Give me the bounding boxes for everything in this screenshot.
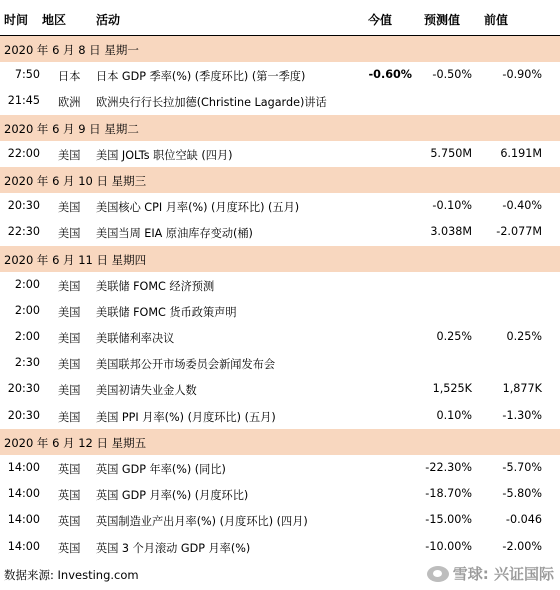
- cell-forecast: -22.30%: [425, 461, 472, 474]
- cell-region: 美国: [58, 358, 81, 372]
- cell-forecast: 5.750M: [430, 146, 472, 160]
- cell-region: 美国: [58, 305, 81, 319]
- cell-region: 美国: [58, 201, 81, 215]
- watermark: [427, 563, 554, 584]
- cell-event: 美国当周 EIA 原油库存变动(桶): [96, 227, 253, 241]
- table-row: [0, 88, 560, 114]
- table-row: [0, 193, 560, 219]
- cell-time: 14:00: [7, 487, 40, 501]
- cell-forecast: -15.00%: [425, 513, 472, 527]
- cell-event: 美国联邦公开市场委员会新闻发布会: [96, 358, 276, 372]
- cell-time: 22:30: [7, 225, 40, 239]
- cell-time: 2:30: [14, 356, 40, 370]
- date-label: 2020 年 6 月 9 日 星期二: [4, 121, 139, 136]
- cell-region: 美国: [58, 384, 81, 398]
- cell-event: 美联储 FOMC 货币政策声明: [96, 305, 237, 319]
- cell-time: 14:00: [7, 461, 40, 474]
- header-time: 时间: [4, 13, 29, 27]
- cell-region: 美国: [58, 410, 81, 424]
- cell-region: 美国: [58, 227, 81, 241]
- table-row: [0, 481, 560, 507]
- cell-time: 14:00: [7, 539, 40, 553]
- cell-region: 美国: [58, 279, 81, 293]
- table-row: [0, 376, 560, 402]
- table-row: [0, 507, 560, 533]
- cell-region: 英国: [58, 515, 81, 529]
- cell-event: 英国 3 个月滚动 GDP 月率(%): [96, 541, 251, 555]
- cell-previous: -5.70%: [502, 461, 542, 474]
- table-row: [0, 298, 560, 324]
- cell-region: 日本: [58, 70, 81, 84]
- cell-region: 英国: [58, 541, 81, 555]
- date-label: 2020 年 6 月 10 日 星期三: [4, 173, 147, 188]
- cell-time: 22:00: [7, 146, 40, 160]
- header-event: 活动: [96, 13, 121, 27]
- table-row: [0, 62, 560, 88]
- cell-region: 美国: [58, 148, 81, 162]
- table-body: [0, 36, 560, 560]
- header-forecast: 预测值: [424, 13, 461, 27]
- header-region: 地区: [42, 13, 67, 27]
- cell-region: 欧洲: [58, 96, 81, 110]
- date-row: [0, 36, 560, 62]
- cell-forecast: 0.25%: [436, 330, 472, 344]
- cell-time: 20:30: [7, 382, 40, 396]
- table-row: [0, 272, 560, 298]
- cell-event: 英国 GDP 月率(%) (月度环比): [96, 489, 249, 503]
- cell-previous: -1.30%: [502, 408, 542, 422]
- cell-forecast: -0.10%: [432, 199, 472, 213]
- cell-previous: -2.00%: [502, 539, 542, 553]
- cell-event: 美国 PPI 月率(%) (月度环比) (五月): [96, 410, 276, 424]
- cell-forecast: -10.00%: [425, 539, 472, 553]
- date-row: [0, 115, 560, 141]
- cell-previous: -0.90%: [502, 68, 542, 82]
- cell-event: 英国制造业产出月率(%) (月度环比) (四月): [96, 515, 308, 529]
- cell-region: 英国: [58, 489, 81, 503]
- cell-event: 英国 GDP 年率(%) (同比): [96, 463, 226, 476]
- cell-forecast: -18.70%: [425, 487, 472, 501]
- header-previous: 前值: [484, 13, 509, 27]
- cell-forecast: 3.038M: [430, 225, 472, 239]
- cell-event: 日本 GDP 季率(%) (季度环比) (第一季度): [96, 70, 306, 84]
- cell-actual: -0.60%: [368, 68, 412, 82]
- cell-forecast: 1,525K: [432, 382, 472, 396]
- table-row: [0, 403, 560, 429]
- cell-time: 20:30: [7, 199, 40, 213]
- cell-time: 2:00: [14, 303, 40, 317]
- cell-previous: -5.80%: [502, 487, 542, 501]
- table-row: [0, 350, 560, 376]
- cell-previous: -2.077M: [496, 225, 542, 239]
- date-label: 2020 年 6 月 12 日 星期五: [4, 435, 147, 450]
- table-row: [0, 455, 560, 481]
- cell-previous: -0.046: [505, 513, 542, 527]
- cell-time: 2:00: [14, 277, 40, 291]
- cell-region: 美国: [58, 332, 81, 346]
- date-row: [0, 246, 560, 272]
- cell-event: 美联储 FOMC 经济预测: [96, 279, 215, 293]
- cell-event: 美国核心 CPI 月率(%) (月度环比) (五月): [96, 201, 300, 215]
- table-row: [0, 219, 560, 245]
- watermark-text: 雪球: 兴证国际: [452, 565, 554, 583]
- date-label: 2020 年 6 月 11 日 星期四: [4, 252, 147, 267]
- cell-previous: 0.25%: [506, 330, 542, 344]
- cell-time: 20:30: [7, 408, 40, 422]
- cell-event: 美国初请失业金人数: [96, 384, 197, 398]
- cell-time: 7:50: [14, 68, 40, 82]
- table-row: [0, 141, 560, 167]
- cell-previous: 6.191M: [500, 146, 542, 160]
- date-row: [0, 429, 560, 455]
- table-row: [0, 324, 560, 350]
- cell-forecast: -0.50%: [432, 68, 472, 82]
- cell-time: 21:45: [7, 94, 40, 108]
- cell-forecast: 0.10%: [436, 408, 472, 422]
- cell-previous: -0.40%: [502, 199, 542, 213]
- cell-previous: 1,877K: [502, 382, 542, 396]
- date-row: [0, 167, 560, 193]
- cell-event: 美国 JOLTs 职位空缺 (四月): [96, 148, 233, 162]
- cell-event: 欧洲央行行长拉加德(Christine Lagarde)讲话: [96, 96, 327, 110]
- date-label: 2020 年 6 月 8 日 星期一: [4, 43, 139, 57]
- cell-event: 美联储利率决议: [96, 332, 175, 346]
- cell-time: 14:00: [7, 513, 40, 527]
- table-row: [0, 534, 560, 560]
- cell-region: 英国: [58, 463, 81, 476]
- header-actual: 今值: [368, 13, 393, 27]
- table-header: [0, 0, 560, 36]
- snowball-logo-icon: [427, 566, 449, 582]
- cell-time: 2:00: [14, 330, 40, 344]
- data-source-note: 数据来源: Investing.com: [4, 568, 139, 582]
